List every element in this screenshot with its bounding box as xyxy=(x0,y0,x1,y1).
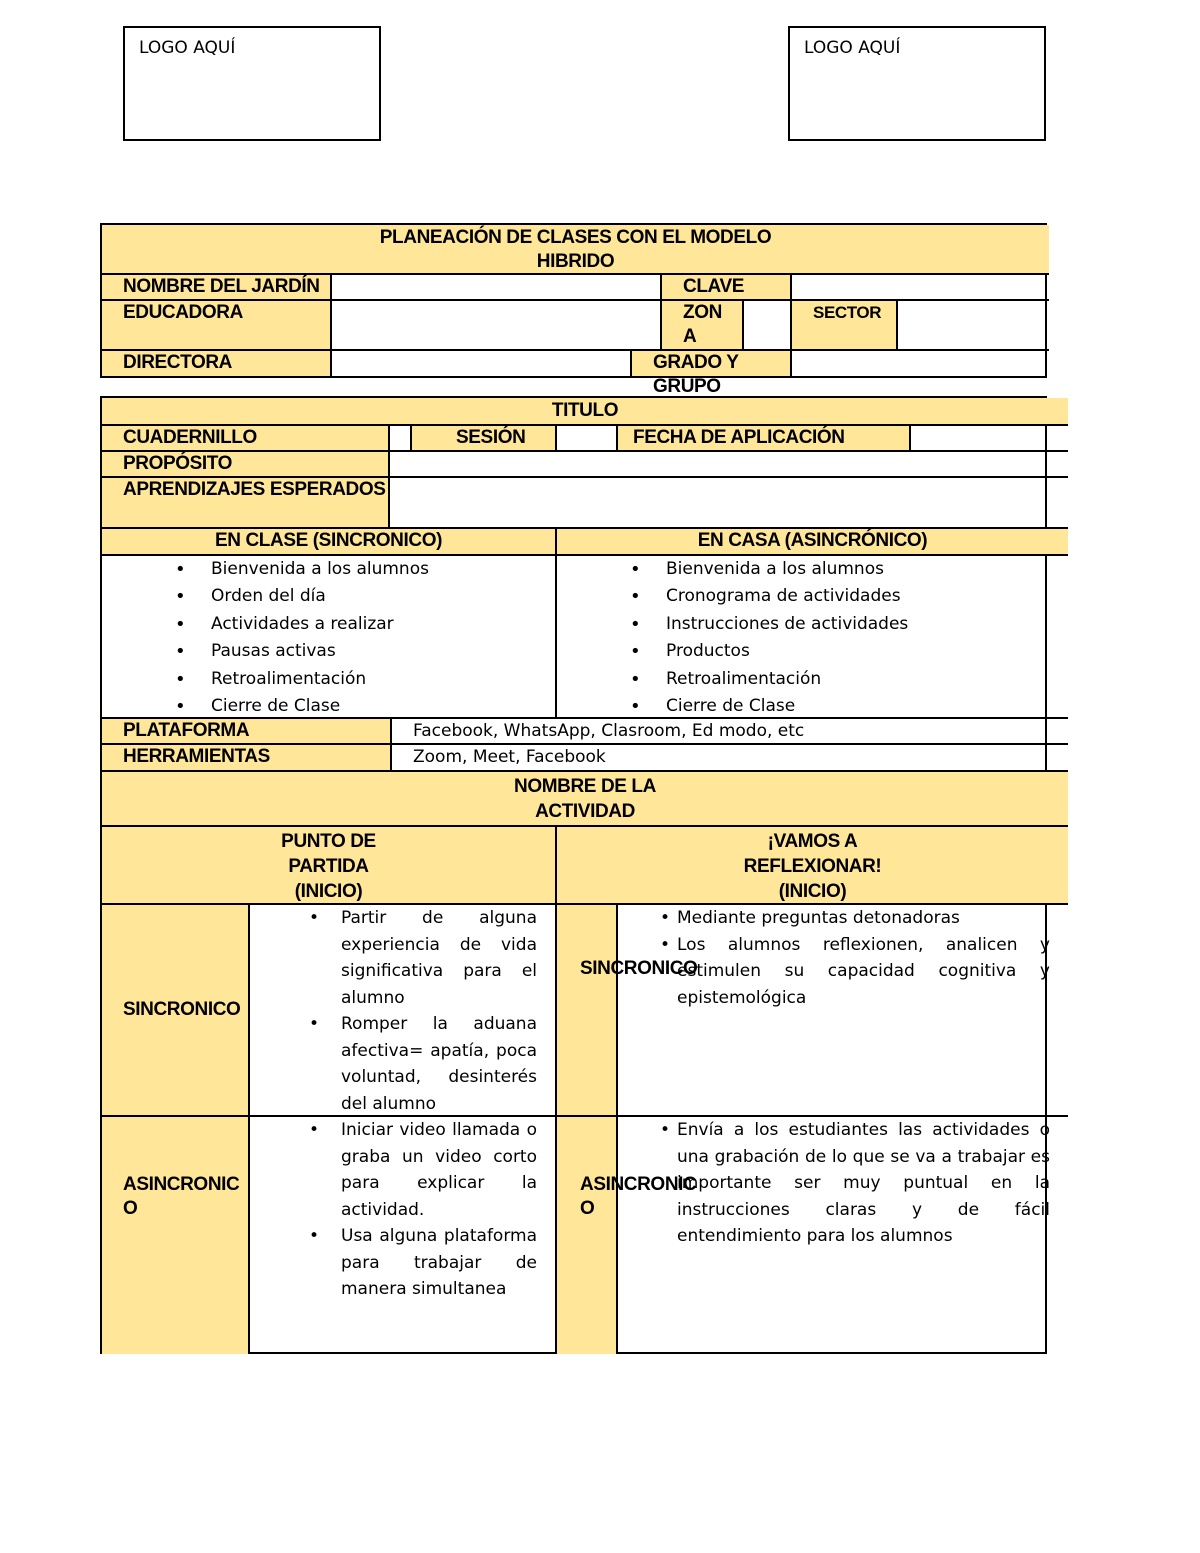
plataforma-value: Facebook, WhatsApp, Clasroom, Ed modo, etc xyxy=(392,719,1068,745)
clave-field[interactable] xyxy=(792,275,1049,301)
asincronico-left-line-2: O xyxy=(123,1198,138,1219)
reflexionar-asincronico-cell xyxy=(618,1117,1068,1354)
list-item: • Romper la aduana afectiva= apatía, poca voluntad, desinterés del alumno xyxy=(341,1011,537,1117)
en-clase-list xyxy=(102,556,557,719)
vamos-line-1: ¡VAMOS A xyxy=(767,831,858,852)
clave-label: CLAVE xyxy=(662,275,792,301)
en-casa-list xyxy=(557,556,1068,719)
cuadernillo-label: CUADERNILLO xyxy=(102,426,390,452)
list-item: • Productos xyxy=(557,638,1068,665)
grado-grupo-label: GRADO Y GRUPO xyxy=(632,351,792,376)
plataforma-label: PLATAFORMA xyxy=(102,719,392,745)
punto-sincronico-cell xyxy=(250,905,557,1117)
sincronico-label-left xyxy=(102,905,250,1117)
list-item: • Iniciar video llamada o graba un video corto para explicar la actividad. xyxy=(341,1117,537,1223)
aprendizajes-label: APRENDIZAJES ESPERADOS xyxy=(102,478,390,529)
list-item: • Orden del día xyxy=(102,583,555,610)
list-item: • Bienvenida a los alumnos xyxy=(557,556,1068,583)
sincronico-text-left: SINCRONICO xyxy=(123,999,241,1020)
list-item: • Instrucciones de actividades xyxy=(557,611,1068,638)
list-item: • Cronograma de actividades xyxy=(557,583,1068,610)
educadora-field[interactable] xyxy=(332,301,662,351)
asincronico-right-line-1: ASINCRONIC xyxy=(580,1174,697,1195)
punto-line-2: PARTIDA xyxy=(288,856,369,877)
zona-label-line-2: A xyxy=(683,326,697,347)
directora-label: DIRECTORA xyxy=(102,351,332,376)
educadora-label: EDUCADORA xyxy=(102,301,332,351)
nombre-jardin-field[interactable] xyxy=(332,275,662,301)
list-item: • Envía a los estudiantes las actividades o una grabación de lo que se va a trabajar es importante ser muy puntual en la instrucciones claras y de fácil entendimiento para los alumnos xyxy=(677,1117,1050,1250)
list-item: • Usa alguna plataforma para trabajar de manera simultanea xyxy=(341,1223,537,1303)
list-item: • Partir de alguna experiencia de vida significativa para el alumno xyxy=(341,905,537,1011)
header-table xyxy=(100,223,1047,397)
plan-table xyxy=(100,396,1050,1354)
logo-left-text: LOGO AQUÍ xyxy=(139,38,236,58)
asincronico-left-line-1: ASINCRONIC xyxy=(123,1174,240,1195)
title-line-2: HIBRIDO xyxy=(536,251,615,272)
asincronico-label-right xyxy=(557,1117,697,1354)
asincronico-label-left xyxy=(102,1117,250,1354)
titulo-label: TITULO xyxy=(102,398,1068,426)
nombre-jardin-label: NOMBRE DEL JARDÍN xyxy=(102,275,332,301)
sector-label: SECTOR xyxy=(792,301,898,351)
vamos-line-2: REFLEXIONAR! xyxy=(743,856,882,877)
list-item: • Cierre de Clase xyxy=(102,693,555,720)
sesion-field[interactable] xyxy=(557,426,618,452)
sector-field[interactable] xyxy=(898,301,1049,351)
vamos-reflexionar-header xyxy=(557,827,1068,905)
page-title xyxy=(102,225,1049,275)
en-clase-header: EN CLASE (SINCRONICO) xyxy=(102,529,557,556)
list-item: • Mediante preguntas detonadoras xyxy=(677,905,1050,932)
list-item: • Retroalimentación xyxy=(102,666,555,693)
nombre-actividad-line-2: ACTIVIDAD xyxy=(535,801,635,822)
asincronico-right-line-2: O xyxy=(580,1198,595,1219)
fecha-field[interactable] xyxy=(911,426,1068,452)
punto-line-3: (INICIO) xyxy=(294,881,363,902)
zona-label xyxy=(662,301,744,351)
directora-field[interactable] xyxy=(332,351,632,376)
en-casa-header: EN CASA (ASINCRÓNICO) xyxy=(557,529,1068,556)
sincronico-text-right: SINCRONICO xyxy=(580,958,698,979)
list-item: • Retroalimentación xyxy=(557,666,1068,693)
zona-label-line-1: ZON xyxy=(683,302,722,323)
proposito-field[interactable] xyxy=(390,452,1068,478)
vamos-line-3: (INICIO) xyxy=(778,881,847,902)
punto-partida-header xyxy=(102,827,557,905)
fecha-label: FECHA DE APLICACIÓN xyxy=(618,426,911,452)
logo-placeholder-left xyxy=(123,26,381,141)
aprendizajes-field[interactable] xyxy=(390,478,1068,529)
zona-field[interactable] xyxy=(744,301,792,351)
herramientas-label: HERRAMIENTAS xyxy=(102,745,392,772)
grado-grupo-field[interactable] xyxy=(792,351,1049,376)
list-item: • Bienvenida a los alumnos xyxy=(102,556,555,583)
logo-right-text: LOGO AQUÍ xyxy=(804,38,901,58)
sincronico-label-right xyxy=(557,905,698,1117)
list-item: • Cierre de Clase xyxy=(557,693,1068,720)
logo-placeholder-right xyxy=(788,26,1046,141)
herramientas-value: Zoom, Meet, Facebook xyxy=(392,745,1068,772)
cuadernillo-field[interactable] xyxy=(390,426,412,452)
list-item: • Pausas activas xyxy=(102,638,555,665)
list-item: • Actividades a realizar xyxy=(102,611,555,638)
title-line-1: PLANEACIÓN DE CLASES CON EL MODELO xyxy=(379,227,772,248)
proposito-label: PROPÓSITO xyxy=(102,452,390,478)
nombre-actividad-line-1: NOMBRE DE LA xyxy=(514,776,656,797)
reflexionar-sincronico-cell xyxy=(618,905,1068,1117)
nombre-actividad xyxy=(102,772,1068,827)
punto-asincronico-cell xyxy=(250,1117,557,1354)
list-item: • Los alumnos reflexionen, analicen y estimulen su capacidad cognitiva y epistemológica xyxy=(677,932,1050,1012)
sesion-label: SESIÓN xyxy=(412,426,557,452)
punto-line-1: PUNTO DE xyxy=(281,831,376,852)
